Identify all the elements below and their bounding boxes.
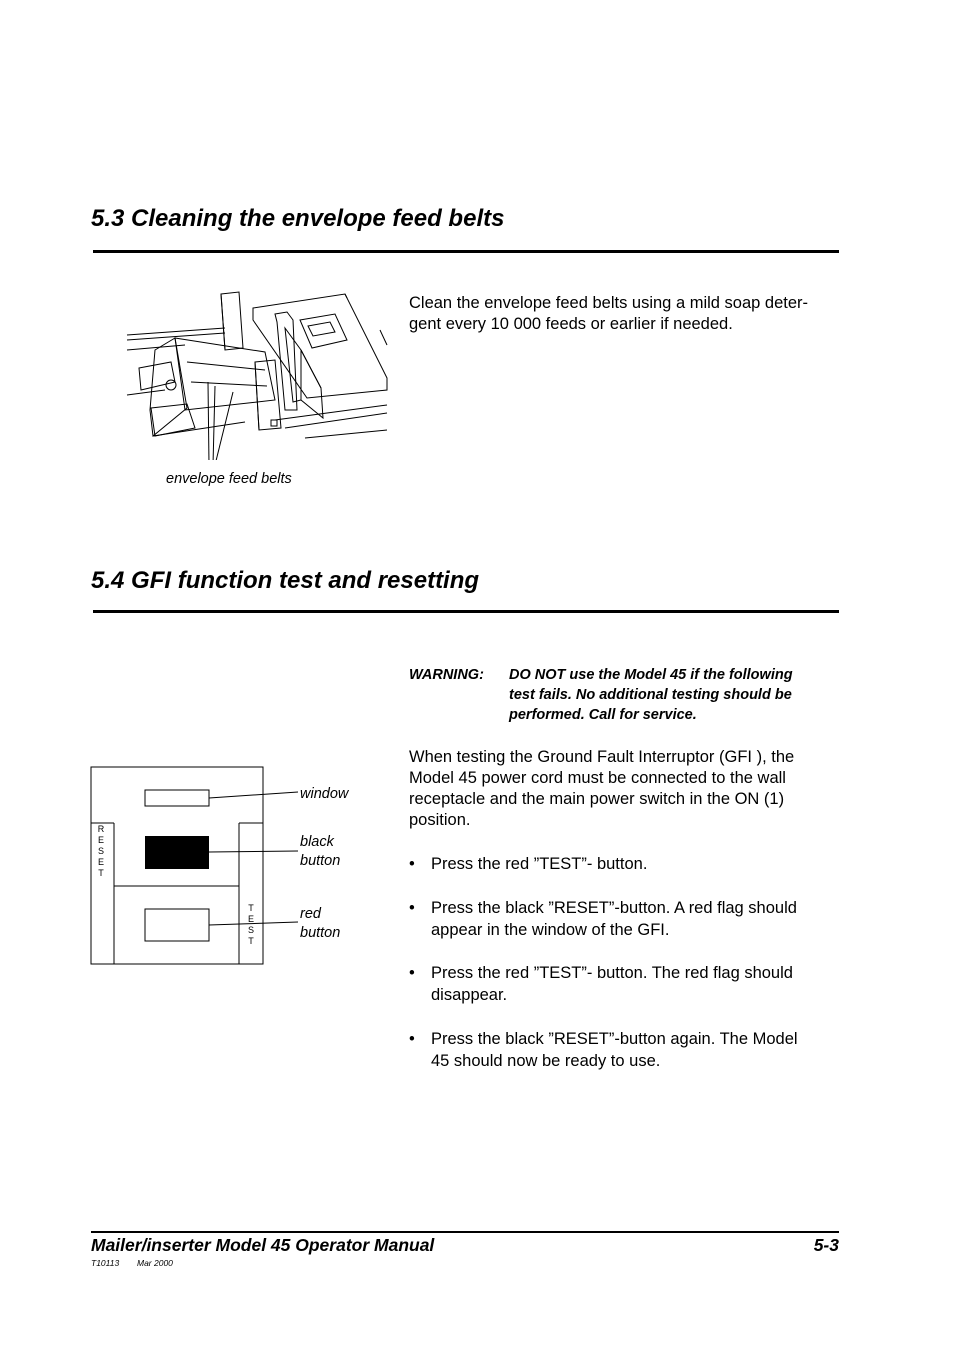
label-black-button: button — [300, 853, 341, 869]
warning-label: WARNING: — [409, 667, 484, 683]
test-letter: S — [247, 925, 255, 935]
bullet-icon: • — [409, 964, 415, 982]
paragraph-line: gent every 10 000 feeds or earlier if needed. — [409, 315, 733, 333]
list-item-line: appear in the window of the GFI. — [431, 921, 670, 939]
warning-line: DO NOT use the Model 45 if the following — [509, 667, 793, 683]
bullet-icon: • — [409, 1030, 415, 1048]
footer-rule — [91, 1231, 839, 1233]
footer-title: Mailer/inserter Model 45 Operator Manual — [91, 1235, 435, 1255]
section-title-5-4: 5.4 GFI function test and resetting — [91, 567, 480, 594]
bullet-icon: • — [409, 899, 415, 917]
paragraph-line: Model 45 power cord must be connected to the wall — [409, 769, 786, 787]
label-red: red — [300, 906, 321, 922]
page-number: 5-3 — [813, 1235, 839, 1255]
list-item — [409, 1028, 839, 1072]
gfi-red-button — [145, 909, 209, 941]
warning-line: test fails. No additional testing should be — [509, 687, 792, 703]
list-item — [409, 853, 839, 875]
paragraph-line: receptacle and the main power switch in the ON (1) — [409, 790, 785, 808]
test-letter: T — [248, 903, 254, 913]
list-item-line: Press the red ”TEST”- button. — [431, 855, 648, 873]
list-item-line: 45 should now be ready to use. — [431, 1052, 661, 1070]
cleaning-paragraph — [409, 293, 849, 335]
reset-letter: E — [97, 835, 105, 845]
reset-letter: E — [97, 857, 105, 867]
test-letter: E — [247, 914, 255, 924]
doc-date: Mar 2000 — [137, 1258, 173, 1268]
label-black: black — [300, 834, 334, 850]
paragraph-line: When testing the Ground Fault Interruptor (GFI ), the — [409, 748, 795, 766]
list-item-line: Press the black ”RESET”-button again. The Model — [431, 1030, 798, 1048]
gfi-black-button — [145, 836, 209, 869]
section-title-5-3: 5.3 Cleaning the envelope feed belts — [91, 205, 505, 232]
label-window: window — [300, 786, 349, 802]
reset-letter: T — [98, 868, 104, 878]
list-item — [409, 897, 839, 941]
reset-letter: R — [97, 824, 105, 834]
list-item-line: disappear. — [431, 986, 508, 1004]
envelope-feed-illustration — [125, 290, 390, 460]
list-item — [409, 962, 839, 1006]
paragraph-line: Clean the envelope feed belts using a mild soap deter- — [409, 294, 809, 312]
label-red-button: button — [300, 925, 341, 941]
gfi-window — [145, 790, 209, 806]
warning-text — [509, 665, 849, 725]
reset-letter: S — [97, 846, 105, 856]
warning-line: performed. Call for service. — [509, 707, 697, 723]
section-rule — [93, 250, 839, 253]
list-item-line: Press the black ”RESET”-button. A red flag should — [431, 899, 797, 917]
bullet-icon: • — [409, 855, 415, 873]
paragraph-line: position. — [409, 811, 471, 829]
gfi-intro-paragraph — [409, 747, 849, 831]
section-rule — [93, 610, 839, 613]
gfi-diagram — [88, 765, 368, 970]
list-item-line: Press the red ”TEST”- button. The red flag should — [431, 964, 793, 982]
figure-caption-envelope-feed-belts: envelope feed belts — [166, 471, 292, 487]
test-letter: T — [248, 936, 254, 946]
doc-code: T10113 — [91, 1258, 120, 1268]
